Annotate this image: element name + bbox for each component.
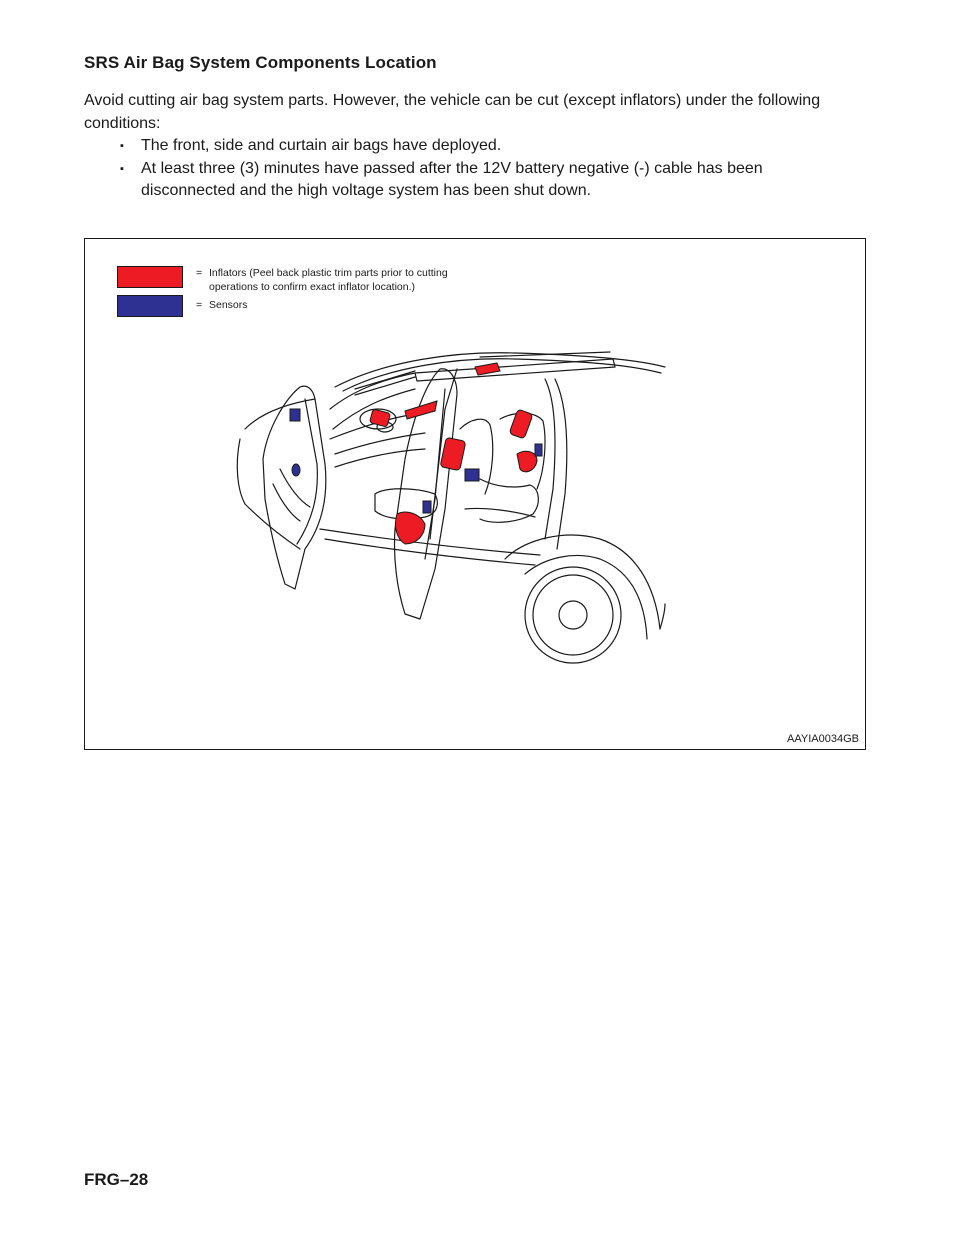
vehicle-interior-illustration <box>85 239 865 749</box>
airbag-location-figure <box>84 238 866 750</box>
door-inflator-icon <box>395 512 425 544</box>
bullet-icon: ▪ <box>120 162 124 175</box>
rear-sensor-icon <box>535 444 542 456</box>
conditions-list <box>120 135 820 203</box>
dash-inflator-icon <box>405 401 437 419</box>
bullet-icon: ▪ <box>120 140 124 152</box>
intro-paragraph: Avoid cutting air bag system parts. However, the vehicle can be cut (except inflators) under the following conditions: <box>84 92 821 132</box>
front-sensor-icon <box>290 409 300 421</box>
inflator-legend-label: = Inflators (Peel back plastic trim parts prior to cutting operations to confirm exact inflator location.) <box>196 267 448 293</box>
figure-id: AAYIA0034GB <box>787 733 859 745</box>
section-heading: SRS Air Bag System Components Location <box>84 53 437 72</box>
pillar-sensor-icon <box>423 501 431 513</box>
list-item-text: The front, side and curtain air bags have deployed. <box>141 137 502 154</box>
seat-inflator-icon <box>440 437 466 471</box>
rear-seat-inflator-icon <box>509 409 533 439</box>
list-item-text: At least three (3) minutes have passed after the 12V battery negative (-) cable has been disconnected and the high voltage system has been shut down. <box>141 159 763 199</box>
rear-side-inflator-icon <box>517 451 537 471</box>
list-item <box>120 158 820 203</box>
center-sensor-icon <box>465 469 479 481</box>
door-sensor-icon <box>292 464 300 476</box>
curtain-inflator-icon <box>475 363 500 375</box>
list-item <box>120 135 820 158</box>
page-number: FRG–28 <box>84 1170 149 1189</box>
sensor-legend-label: = Sensors <box>196 299 248 311</box>
